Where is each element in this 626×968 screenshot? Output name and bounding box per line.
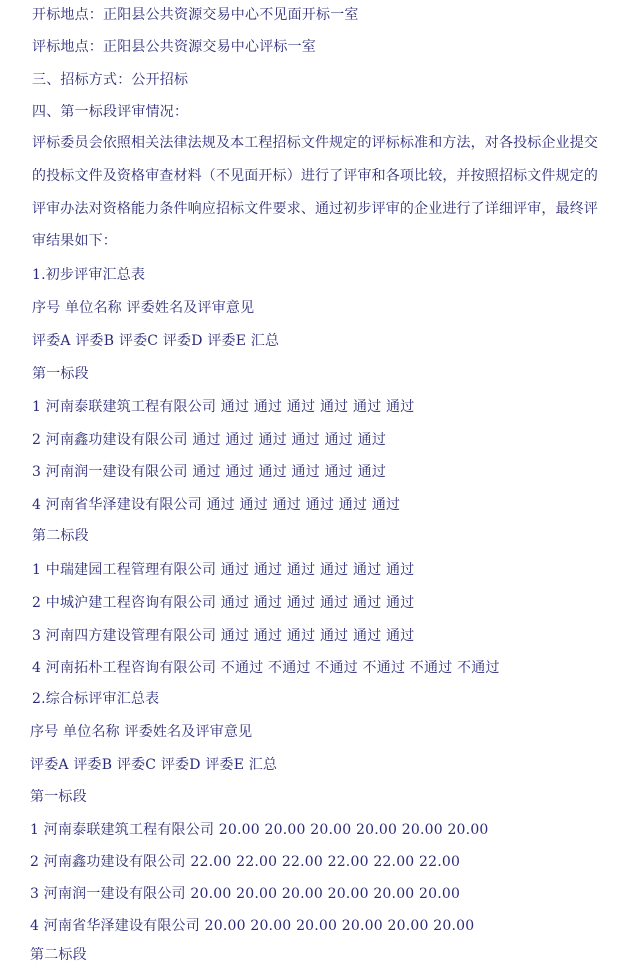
preliminary-section1-label: 第一标段 xyxy=(32,366,89,382)
table-row: 2 中城沪建工程咨询有限公司 通过 通过 通过 通过 通过 通过 xyxy=(32,595,415,611)
table-row: 1 河南泰联建筑工程有限公司 通过 通过 通过 通过 通过 通过 xyxy=(32,399,415,415)
table-row: 4 河南省华泽建设有限公司 20.00 20.00 20.00 20.00 20.00 20.00 xyxy=(30,918,475,934)
table-row: 3 河南四方建设管理有限公司 通过 通过 通过 通过 通过 通过 xyxy=(32,628,415,644)
table-row: 2 河南鑫功建设有限公司 22.00 22.00 22.00 22.00 22.00 22.00 xyxy=(30,854,461,870)
table-row: 2 河南鑫功建设有限公司 通过 通过 通过 通过 通过 通过 xyxy=(32,432,387,448)
comprehensive-section1-label: 第一标段 xyxy=(30,789,87,805)
comprehensive-header-row1: 序号 单位名称 评委姓名及评审意见 xyxy=(30,724,253,740)
section4-title: 四、第一标段评审情况： xyxy=(32,104,189,120)
table-row: 3 河南润一建设有限公司 通过 通过 通过 通过 通过 通过 xyxy=(32,464,387,480)
intro-paragraph: 评标委员会依照相关法律法规及本工程招标文件规定的评标标准和方法，对各投标企业提交的投标文件及资格审查材料（不见面开标）进行了评审和各项比较，并按照招标文件规定的评审办法对资格能力条件响应招标文件要求、通过初步评审的企业进行了详细评审，最终评审结果如下： xyxy=(32,135,598,250)
comprehensive-title: 2.综合标评审汇总表 xyxy=(32,691,160,707)
bidding-method: 三、招标方式：公开招标 xyxy=(32,72,189,88)
comprehensive-section2-label: 第二标段 xyxy=(30,947,87,963)
preliminary-header-row1: 序号 单位名称 评委姓名及评审意见 xyxy=(32,300,255,316)
table-row: 1 河南泰联建筑工程有限公司 20.00 20.00 20.00 20.00 20.00 20.00 xyxy=(30,822,489,838)
opening-location: 开标地点：正阳县公共资源交易中心不见面开标一室 xyxy=(32,7,359,23)
table-row: 3 河南润一建设有限公司 20.00 20.00 20.00 20.00 20.00 20.00 xyxy=(30,886,461,902)
table-row: 1 中瑞建园工程管理有限公司 通过 通过 通过 通过 通过 通过 xyxy=(32,562,415,578)
table-row: 4 河南拓朴工程咨询有限公司 不通过 不通过 不通过 不通过 不通过 不通过 xyxy=(32,660,500,676)
table-row: 4 河南省华泽建设有限公司 通过 通过 通过 通过 通过 通过 xyxy=(32,497,401,513)
preliminary-header-row2: 评委A 评委B 评委C 评委D 评委E 汇总 xyxy=(32,333,280,349)
preliminary-section2-label: 第二标段 xyxy=(32,528,89,544)
comprehensive-header-row2: 评委A 评委B 评委C 评委D 评委E 汇总 xyxy=(30,757,278,773)
evaluation-location: 评标地点：正阳县公共资源交易中心评标一室 xyxy=(32,39,316,55)
preliminary-title: 1.初步评审汇总表 xyxy=(32,267,146,283)
